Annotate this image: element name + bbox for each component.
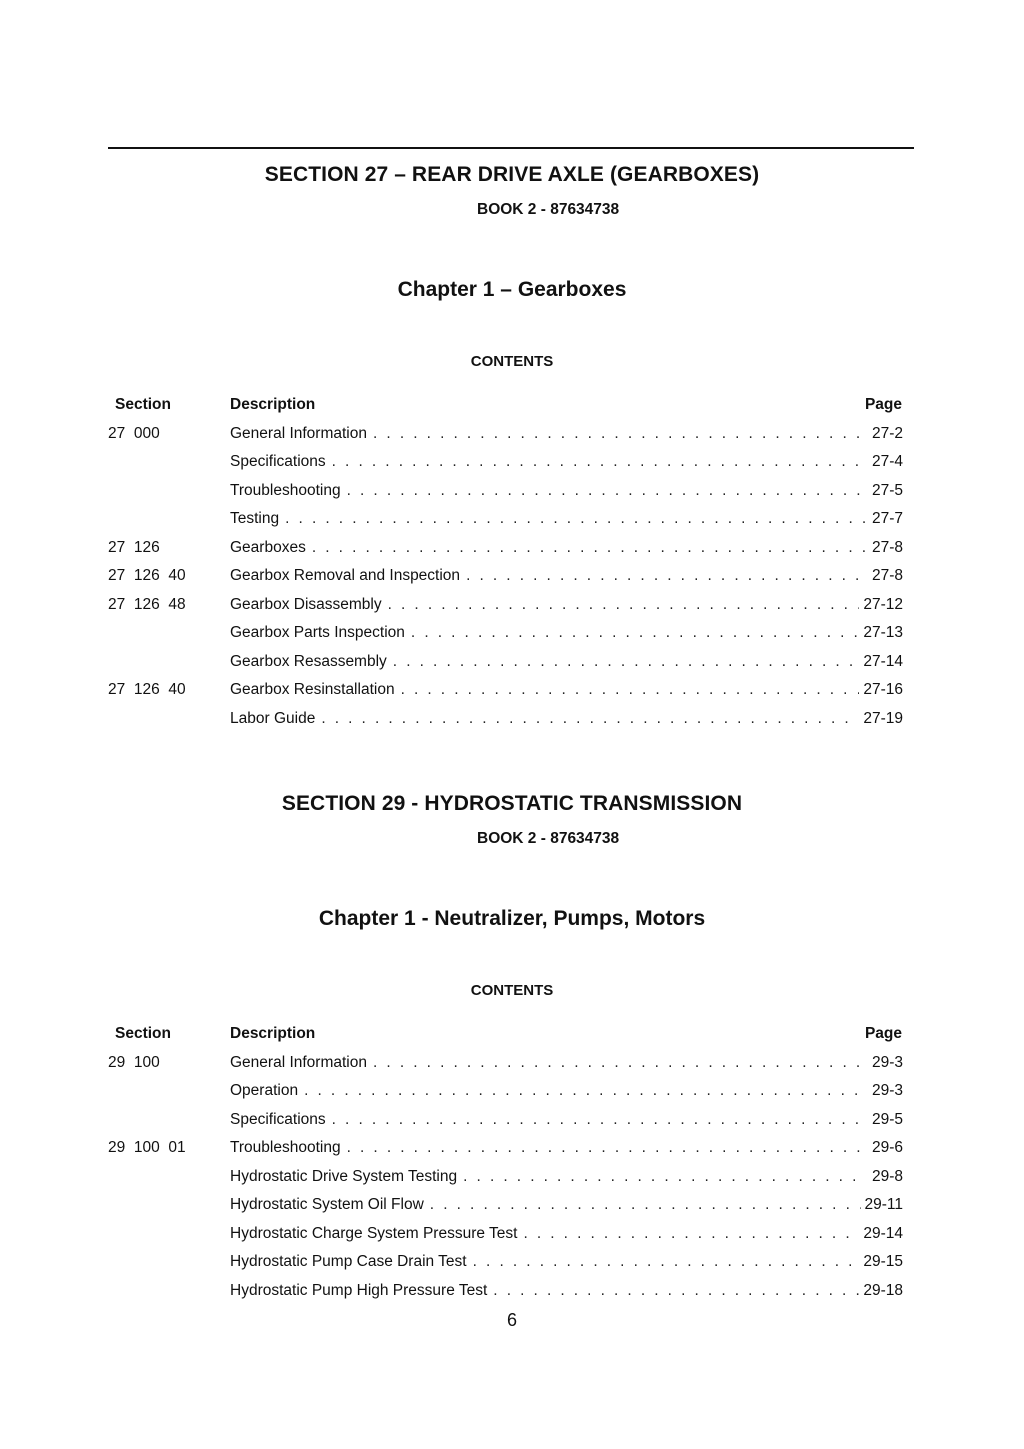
toc-entry xyxy=(230,710,903,728)
toc-page: 29-14 xyxy=(863,1225,903,1242)
toc-description: Specifications xyxy=(230,1111,326,1128)
toc-entry xyxy=(230,596,903,614)
toc-page: 27-19 xyxy=(863,710,903,727)
toc-description: Operation xyxy=(230,1082,299,1099)
toc-entry xyxy=(230,1139,903,1157)
toc-page: 29-11 xyxy=(864,1196,903,1213)
toc-entry xyxy=(230,1225,903,1243)
toc-row xyxy=(108,425,903,447)
page-number: 6 xyxy=(506,1310,517,1330)
toc-section-code: 27 126 40 xyxy=(108,567,186,584)
toc-leader-dots xyxy=(285,510,865,528)
toc-row xyxy=(108,653,903,675)
toc-page: 29-15 xyxy=(863,1253,903,1270)
toc-page: 27-16 xyxy=(863,681,903,698)
toc-leader-dots xyxy=(463,1168,865,1186)
toc-entry xyxy=(230,1196,903,1214)
toc-leader-dots xyxy=(332,453,865,471)
toc-row xyxy=(108,1253,903,1275)
top-rule xyxy=(108,147,914,149)
toc-page: 27-8 xyxy=(871,539,903,556)
section-29-header-page: Page xyxy=(864,1025,902,1042)
toc-leader-dots xyxy=(321,710,859,728)
toc-row xyxy=(108,1111,903,1133)
toc-description: Troubleshooting xyxy=(230,482,341,499)
toc-entry xyxy=(230,453,903,471)
section-27-header-description: Description xyxy=(230,396,316,413)
toc-entry xyxy=(230,1168,903,1186)
toc-page: 29-8 xyxy=(871,1168,903,1185)
toc-leader-dots xyxy=(493,1282,859,1300)
toc-description: Hydrostatic Drive System Testing xyxy=(230,1168,458,1185)
toc-leader-dots xyxy=(347,482,865,500)
toc-leader-dots xyxy=(373,425,865,443)
toc-page: 27-5 xyxy=(871,482,903,499)
toc-row xyxy=(108,482,903,504)
toc-leader-dots xyxy=(401,681,860,699)
toc-description: Hydrostatic Pump High Pressure Test xyxy=(230,1282,488,1299)
toc-description: Specifications xyxy=(230,453,326,470)
toc-row xyxy=(108,1282,903,1304)
toc-row xyxy=(108,453,903,475)
toc-row xyxy=(108,596,903,618)
toc-description: Gearbox Disassembly xyxy=(230,596,382,613)
toc-entry xyxy=(230,539,903,557)
toc-leader-dots xyxy=(347,1139,865,1157)
toc-description: Gearbox Resassembly xyxy=(230,653,387,670)
toc-page: 27-7 xyxy=(871,510,903,527)
toc-row xyxy=(108,567,903,589)
toc-page: 27-8 xyxy=(871,567,903,584)
toc-row xyxy=(108,1225,903,1247)
toc-section-code: 27 126 40 xyxy=(108,681,186,698)
toc-page: 27-12 xyxy=(863,596,903,613)
toc-description: Hydrostatic System Oil Flow xyxy=(230,1196,424,1213)
toc-description: Testing xyxy=(230,510,280,527)
section-27-book: BOOK 2 - 87634738 xyxy=(477,201,620,218)
section-27-header-section: Section xyxy=(115,396,171,413)
toc-row xyxy=(108,1139,903,1161)
toc-entry xyxy=(230,482,903,500)
toc-page: 29-18 xyxy=(863,1282,903,1299)
toc-leader-dots xyxy=(373,1054,865,1072)
toc-leader-dots xyxy=(312,539,865,557)
toc-entry xyxy=(230,1111,903,1129)
toc-leader-dots xyxy=(332,1111,865,1129)
toc-row xyxy=(108,539,903,561)
toc-description: Gearbox Removal and Inspection xyxy=(230,567,461,584)
toc-leader-dots xyxy=(304,1082,865,1100)
toc-page: 27-4 xyxy=(871,453,903,470)
toc-section-code: 29 100 01 xyxy=(108,1139,186,1156)
toc-page: 27-13 xyxy=(863,624,903,641)
toc-description: General Information xyxy=(230,425,367,442)
toc-row xyxy=(108,681,903,703)
section-27-title: SECTION 27 – REAR DRIVE AXLE (GEARBOXES) xyxy=(264,163,760,186)
toc-page: 27-2 xyxy=(871,425,903,442)
section-29-chapter-title: Chapter 1 - Neutralizer, Pumps, Motors xyxy=(318,907,706,930)
toc-row xyxy=(108,1168,903,1190)
toc-section-code: 29 100 xyxy=(108,1054,160,1071)
toc-page: 29-5 xyxy=(871,1111,903,1128)
section-29-book: BOOK 2 - 87634738 xyxy=(477,830,620,847)
section-27-chapter-title: Chapter 1 – Gearboxes xyxy=(397,278,627,301)
toc-entry xyxy=(230,1054,903,1072)
toc-leader-dots xyxy=(430,1196,861,1214)
toc-description: Gearboxes xyxy=(230,539,306,556)
toc-description: Labor Guide xyxy=(230,710,316,727)
section-29-contents-label: CONTENTS xyxy=(470,982,554,999)
toc-row xyxy=(108,624,903,646)
toc-description: General Information xyxy=(230,1054,367,1071)
section-29-header-section: Section xyxy=(115,1025,171,1042)
toc-leader-dots xyxy=(466,567,865,585)
toc-section-code: 27 126 48 xyxy=(108,596,186,613)
toc-entry xyxy=(230,510,903,528)
toc-description: Gearbox Resinstallation xyxy=(230,681,395,698)
toc-description: Gearbox Parts Inspection xyxy=(230,624,405,641)
section-29-title: SECTION 29 - HYDROSTATIC TRANSMISSION xyxy=(281,792,743,815)
toc-row xyxy=(108,510,903,532)
toc-leader-dots xyxy=(393,653,860,671)
toc-page: 29-3 xyxy=(871,1054,903,1071)
toc-page: 29-3 xyxy=(871,1082,903,1099)
toc-page: 27-14 xyxy=(863,653,903,670)
toc-entry xyxy=(230,567,903,585)
toc-row xyxy=(108,1054,903,1076)
toc-description: Hydrostatic Pump Case Drain Test xyxy=(230,1253,467,1270)
section-27-header-page: Page xyxy=(864,396,902,413)
toc-row xyxy=(108,1196,903,1218)
toc-row xyxy=(108,1082,903,1104)
toc-entry xyxy=(230,624,903,642)
toc-leader-dots xyxy=(473,1253,860,1271)
toc-entry xyxy=(230,653,903,671)
toc-page: 29-6 xyxy=(871,1139,903,1156)
toc-row xyxy=(108,710,903,732)
toc-description: Troubleshooting xyxy=(230,1139,341,1156)
toc-entry xyxy=(230,681,903,699)
section-27-contents-label: CONTENTS xyxy=(470,353,554,370)
toc-section-code: 27 126 xyxy=(108,539,160,556)
toc-entry xyxy=(230,425,903,443)
toc-entry xyxy=(230,1082,903,1100)
toc-entry xyxy=(230,1253,903,1271)
section-29-header-description: Description xyxy=(230,1025,316,1042)
toc-leader-dots xyxy=(523,1225,859,1243)
toc-description: Hydrostatic Charge System Pressure Test xyxy=(230,1225,518,1242)
toc-section-code: 27 000 xyxy=(108,425,160,442)
toc-leader-dots xyxy=(411,624,859,642)
toc-leader-dots xyxy=(388,596,860,614)
toc-entry xyxy=(230,1282,903,1300)
